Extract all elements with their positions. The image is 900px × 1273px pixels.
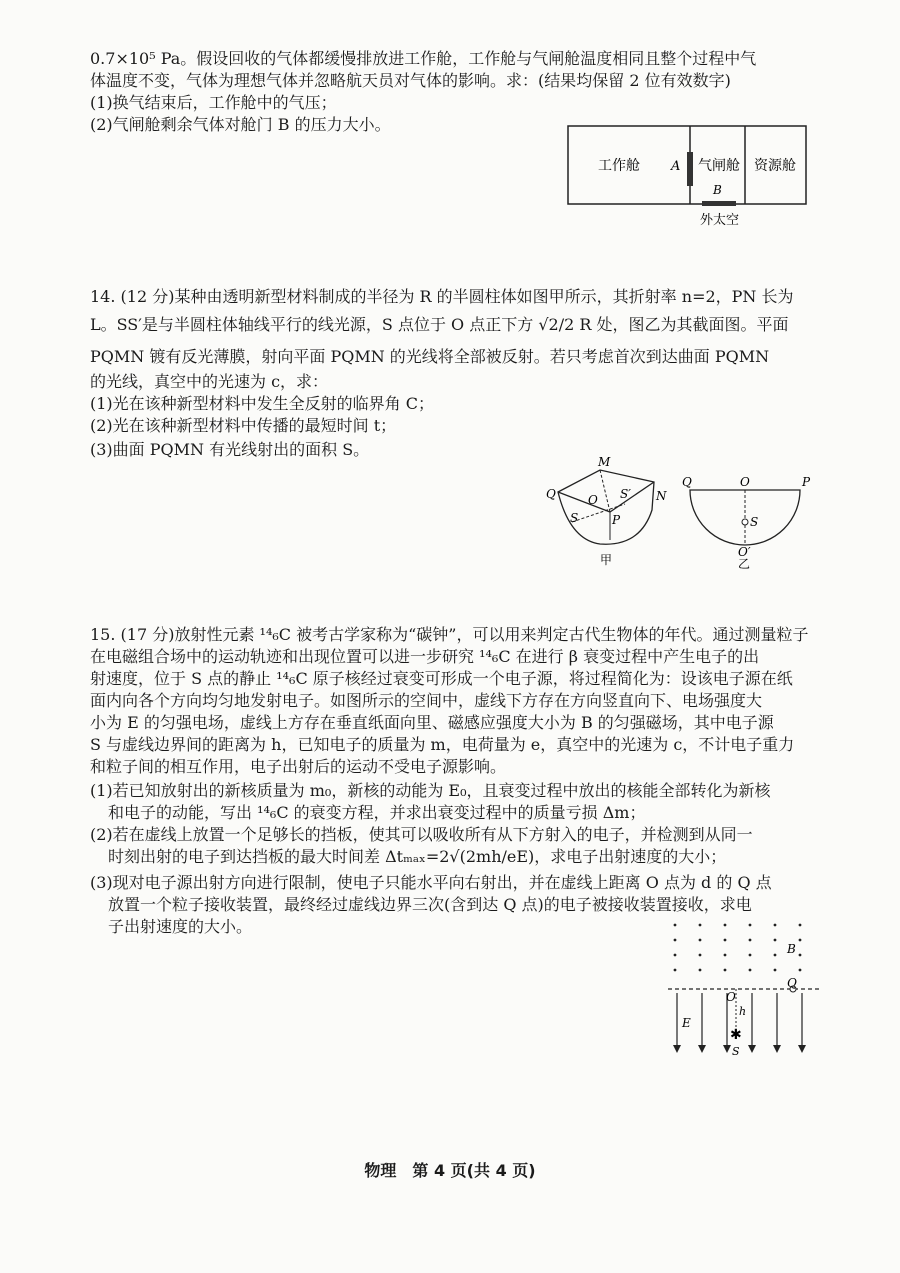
em-label-b: B (787, 942, 796, 956)
label-resource-cabin: 资源舱 (754, 158, 796, 174)
fig-yi-caption: 乙 (738, 557, 751, 570)
p14-line-1: 14. (12 分)某种由透明新型材料制成的半径为 R 的半圆柱体如图甲所示，其折射率 n=2，PN 长为 (90, 287, 794, 306)
p14-line-7: (3)曲面 PQMN 有光线射出的面积 S。 (90, 440, 370, 459)
em-field-diagram (660, 915, 830, 1065)
p15-line-8: (1)若已知放射出的新核质量为 m₀，新核的动能为 E₀，且衰变过程中放出的核能全部转化为新核 (90, 781, 771, 800)
p15-line-4: 面内向各个方向均匀地发射电子。如图所示的空间中，虚线下方存在方向竖直向下、电场强度大 (90, 691, 763, 710)
p14-line-4: 的光线，真空中的光速为 c，求： (90, 372, 329, 391)
figure-yi-cross-section (680, 470, 820, 570)
p15-line-7: 和粒子间的相互作用，电子出射后的运动不受电子源影响。 (90, 757, 507, 776)
em-label-h: h (739, 1005, 747, 1018)
p15-line-6: S 与虚线边界间的距离为 h，已知电子的质量为 m，电荷量为 e，真空中的光速为 c，不计电子重力 (90, 735, 795, 754)
p13-line-2: 体温度不变，气体为理想气体并忽略航天员对气体的影响。求：(结果均保留 2 位有效数字) (90, 71, 731, 90)
em-star-icon: ✱ (730, 1027, 742, 1043)
fig-jia-q: Q (546, 487, 556, 501)
label-door-b: B (713, 183, 722, 197)
p15-line-10: (2)若在虚线上放置一个足够长的挡板，使其可以吸收所有从下方射入的电子，并检测到从同一 (90, 825, 753, 844)
p13-line-4: (2)气闸舱剩余气体对舱门 B 的压力大小。 (90, 115, 391, 134)
p13-line-1: 0.7×10⁵ Pa。假设回收的气体都缓慢排放进工作舱，工作舱与气闸舱温度相同且整个过程中气 (90, 49, 757, 68)
label-airlock: 气闸舱 (698, 158, 740, 174)
fig-jia-p: P (612, 513, 621, 527)
label-outer-space: 外太空 (700, 213, 740, 228)
page-footer: 物理 第 4 页(共 4 页) (364, 1161, 536, 1180)
p14-line-3: PQMN 镀有反光薄膜，射向平面 PQMN 的光线将全部被反射。若只考虑首次到达曲面 PQMN (90, 347, 770, 366)
fig-jia-s-prime: S′ (620, 487, 631, 501)
p15-line-11: 时刻出射的电子到达挡板的最大时间差 Δtₘₐₓ=2√(2mh/eE)，求电子出射速度的大小； (108, 847, 727, 866)
em-label-o: O (726, 990, 736, 1004)
p15-line-14: 子出射速度的大小。 (108, 917, 253, 936)
p15-line-2: 在电磁组合场中的运动轨迹和出现位置可以进一步研究 ¹⁴₆C 在进行 β 衰变过程中产生电子的出 (90, 647, 760, 666)
figure-jia-half-cylinder (540, 452, 680, 572)
p13-line-3: (1)换气结束后，工作舱中的气压； (90, 93, 337, 112)
fig-yi-q: Q (682, 475, 692, 489)
fig-jia-s: S (570, 511, 579, 525)
p15-line-1: 15. (17 分)放射性元素 ¹⁴₆C 被考古学家称为“碳钟”，可以用来判定古代生物体的年代。通过测量粒子 (90, 625, 809, 644)
p15-line-12: (3)现对电子源出射方向进行限制，使电子只能水平向右射出，并在虚线上距离 O 点为 d 的 Q 点 (90, 873, 772, 892)
fig-jia-m: M (598, 455, 611, 469)
em-label-s: S (732, 1045, 740, 1058)
p14-line-2: L。SS′是与半圆柱体轴线平行的线光源，S 点位于 O 点正下方 √2/2 R 处，图乙为其截面图。平面 (90, 315, 789, 334)
fig-yi-o-prime: O′ (738, 545, 751, 559)
label-door-a: A (671, 159, 681, 174)
p14-line-6: (2)光在该种新型材料中传播的最短时间 t； (90, 416, 397, 435)
fig-yi-o: O (740, 475, 750, 489)
fig-yi-p: P (802, 475, 811, 489)
fig-jia-n: N (656, 489, 667, 503)
p14-line-5: (1)光在该种新型材料中发生全反射的临界角 C； (90, 394, 434, 413)
fig-yi-s: S (750, 515, 759, 529)
fig-jia-o: O (588, 493, 598, 507)
fig-jia-caption: 甲 (600, 553, 613, 567)
p15-line-9: 和电子的动能，写出 ¹⁴₆C 的衰变方程，并求出衰变过程中的质量亏损 Δm； (108, 803, 646, 822)
label-work-cabin: 工作舱 (598, 158, 640, 174)
em-label-q: Q (787, 976, 797, 990)
p15-line-3: 射速度，位于 S 点的静止 ¹⁴₆C 原子核经过衰变可形成一个电子源，将过程简化为：设该电子源在纸 (90, 669, 793, 688)
spacecraft-cabin-diagram (560, 122, 820, 232)
em-label-e: E (682, 1016, 691, 1030)
p15-line-5: 小为 E 的匀强电场，虚线上方存在垂直纸面向里、磁感应强度大小为 B 的匀强磁场，其中电子源 (90, 713, 774, 732)
p15-line-13: 放置一个粒子接收装置，最终经过虚线边界三次(含到达 Q 点)的电子被接收装置接收，求电 (108, 895, 752, 914)
